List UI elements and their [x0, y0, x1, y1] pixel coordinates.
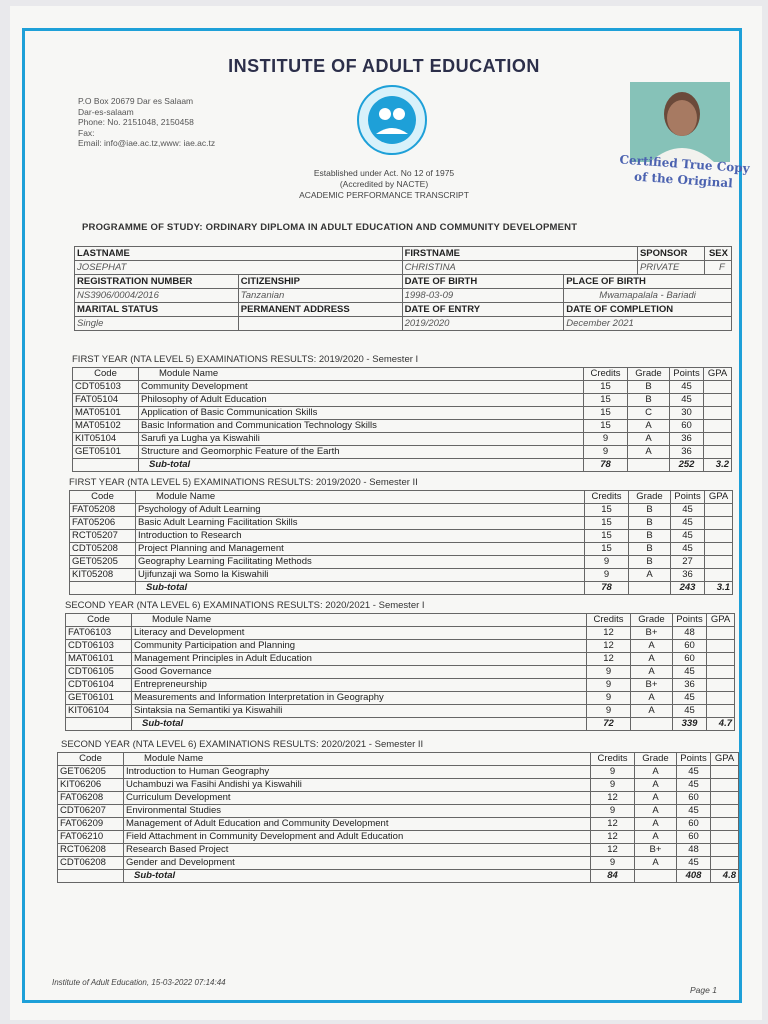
- lastname-value: JOSEPHAT: [75, 261, 403, 275]
- module-gpa: [711, 792, 739, 805]
- contact-line: Email: info@iae.ac.tz,www: iae.ac.tz: [78, 138, 216, 148]
- module-gpa: [707, 692, 735, 705]
- module-grade: A: [635, 818, 677, 831]
- module-credits: 15: [585, 543, 629, 556]
- module-credits: 9: [587, 679, 631, 692]
- table-row: [66, 705, 735, 718]
- module-name: Basic Adult Learning Facilitation Skills: [136, 517, 585, 530]
- module-credits: 9: [591, 766, 635, 779]
- dob-value: 1998-03-09: [402, 289, 564, 303]
- address-value: [238, 317, 402, 331]
- module-name: Management of Adult Education and Community Development: [124, 818, 591, 831]
- module-credits: 9: [591, 779, 635, 792]
- subtotal-grade: [628, 459, 670, 472]
- subtotal-blank: [73, 459, 139, 472]
- module-credits: 15: [584, 407, 628, 420]
- module-code: GET05101: [73, 446, 139, 459]
- subtotal-credits: 72: [587, 718, 631, 731]
- module-grade: B: [628, 394, 670, 407]
- module-header: Module Name: [124, 753, 591, 766]
- subtotal-label: Sub-total: [124, 870, 591, 883]
- subtotal-gpa: 4.7: [707, 718, 735, 731]
- module-gpa: [707, 640, 735, 653]
- module-credits: 12: [591, 818, 635, 831]
- table-row: [66, 692, 735, 705]
- module-grade: A: [631, 653, 673, 666]
- semester-title: SECOND YEAR (NTA LEVEL 6) EXAMINATIONS RESULTS: 2020/2021 - Semester II: [61, 739, 424, 750]
- module-name: Good Governance: [132, 666, 587, 679]
- results-table-y1-s1: [72, 367, 732, 472]
- table-header-row: [70, 491, 733, 504]
- module-name: Literacy and Development: [132, 627, 587, 640]
- module-name: Entrepreneurship: [132, 679, 587, 692]
- subtotal-credits: 78: [585, 582, 629, 595]
- module-gpa: [707, 679, 735, 692]
- module-points: 45: [671, 530, 705, 543]
- module-points: 30: [670, 407, 704, 420]
- gpa-header: GPA: [704, 368, 732, 381]
- table-row: [70, 504, 733, 517]
- module-credits: 15: [584, 381, 628, 394]
- semester-title: FIRST YEAR (NTA LEVEL 5) EXAMINATIONS RESULTS: 2019/2020 - Semester I: [72, 354, 419, 365]
- table-row: [58, 779, 739, 792]
- module-points: 45: [673, 692, 707, 705]
- module-gpa: [704, 420, 732, 433]
- module-points: 60: [677, 792, 711, 805]
- module-gpa: [711, 818, 739, 831]
- module-grade: A: [628, 420, 670, 433]
- stamp-line: Certified True Copy: [619, 152, 751, 176]
- entry-label: DATE OF ENTRY: [402, 303, 564, 317]
- module-credits: 15: [585, 504, 629, 517]
- module-code: RCT06208: [58, 844, 124, 857]
- module-grade: C: [628, 407, 670, 420]
- table-row: [73, 407, 732, 420]
- module-code: KIT05208: [70, 569, 136, 582]
- grade-header: Grade: [629, 491, 671, 504]
- accreditation: (Accredited by NACTE): [339, 179, 429, 189]
- module-points: 48: [677, 844, 711, 857]
- code-header: Code: [73, 368, 139, 381]
- module-grade: B: [629, 517, 671, 530]
- module-points: 45: [677, 766, 711, 779]
- module-gpa: [704, 381, 732, 394]
- points-header: Points: [677, 753, 711, 766]
- pob-label: PLACE OF BIRTH: [564, 275, 732, 289]
- table-row: [66, 679, 735, 692]
- module-name: Introduction to Research: [136, 530, 585, 543]
- grade-header: Grade: [628, 368, 670, 381]
- semester-title: SECOND YEAR (NTA LEVEL 6) EXAMINATIONS RESULTS: 2020/2021 - Semester I: [65, 600, 425, 611]
- module-code: FAT06210: [58, 831, 124, 844]
- subtotal-points: 252: [670, 459, 704, 472]
- subtotal-points: 408: [677, 870, 711, 883]
- module-points: 45: [677, 805, 711, 818]
- module-credits: 9: [587, 666, 631, 679]
- module-code: RCT05207: [70, 530, 136, 543]
- code-header: Code: [66, 614, 132, 627]
- module-points: 45: [677, 857, 711, 870]
- table-header-row: [73, 368, 732, 381]
- results-table-y1-s2: [69, 490, 733, 595]
- module-name: Uchambuzi wa Fasihi Andishi ya Kiswahili: [124, 779, 591, 792]
- module-points: 36: [673, 679, 707, 692]
- module-gpa: [704, 446, 732, 459]
- table-row: [58, 805, 739, 818]
- module-points: 45: [670, 381, 704, 394]
- module-grade: B+: [631, 627, 673, 640]
- module-code: GET05205: [70, 556, 136, 569]
- table-row: [58, 857, 739, 870]
- gpa-header: GPA: [705, 491, 733, 504]
- gpa-header: GPA: [711, 753, 739, 766]
- module-code: FAT06209: [58, 818, 124, 831]
- module-code: KIT05104: [73, 433, 139, 446]
- contact-line: Dar-es-salaam: [78, 106, 134, 117]
- sex-label: SEX: [708, 248, 728, 259]
- module-code: MAT06101: [66, 653, 132, 666]
- module-name: Introduction to Human Geography: [124, 766, 591, 779]
- module-grade: A: [635, 792, 677, 805]
- table-row: [58, 792, 739, 805]
- module-grade: B: [629, 504, 671, 517]
- pob-value: Mwamapalala - Bariadi: [564, 289, 732, 303]
- module-grade: B: [629, 543, 671, 556]
- module-gpa: [711, 844, 739, 857]
- address-label: PERMANENT ADDRESS: [238, 303, 402, 317]
- module-code: FAT05104: [73, 394, 139, 407]
- lastname-label: LASTNAME: [75, 247, 403, 261]
- subtotal-points: 339: [673, 718, 707, 731]
- subtotal-row: [58, 870, 739, 883]
- module-code: FAT06103: [66, 627, 132, 640]
- module-points: 60: [670, 420, 704, 433]
- module-grade: B: [628, 381, 670, 394]
- module-credits: 9: [585, 569, 629, 582]
- contact-block: [78, 96, 215, 149]
- module-name: Structure and Geomorphic Feature of the Earth: [139, 446, 584, 459]
- module-points: 45: [671, 504, 705, 517]
- table-row: [58, 844, 739, 857]
- marital-value: Single: [75, 317, 239, 331]
- table-row: [73, 446, 732, 459]
- module-header: Module Name: [139, 368, 584, 381]
- module-name: Field Attachment in Community Development and Adult Education: [124, 831, 591, 844]
- module-grade: B+: [631, 679, 673, 692]
- credits-header: Credits: [591, 753, 635, 766]
- table-row: [73, 381, 732, 394]
- module-header: Module Name: [132, 614, 587, 627]
- module-credits: 9: [584, 433, 628, 446]
- gpa-header: GPA: [707, 614, 735, 627]
- subtotal-blank: [70, 582, 136, 595]
- subtotal-grade: [629, 582, 671, 595]
- module-name: Application of Basic Communication Skills: [139, 407, 584, 420]
- module-grade: A: [629, 569, 671, 582]
- table-row: [70, 543, 733, 556]
- module-gpa: [704, 407, 732, 420]
- module-gpa: [705, 543, 733, 556]
- regno-label: REGISTRATION NUMBER: [75, 275, 239, 289]
- credits-header: Credits: [587, 614, 631, 627]
- stamp-line: of the Original: [633, 169, 734, 191]
- module-gpa: [705, 556, 733, 569]
- module-credits: 9: [591, 857, 635, 870]
- module-name: Ujifunzaji wa Somo la Kiswahili: [136, 569, 585, 582]
- completion-label: DATE OF COMPLETION: [564, 303, 732, 317]
- subtotal-gpa: 3.2: [704, 459, 732, 472]
- student-photo: [630, 82, 730, 162]
- module-grade: A: [635, 779, 677, 792]
- module-name: Psychology of Adult Learning: [136, 504, 585, 517]
- module-grade: A: [635, 805, 677, 818]
- module-credits: 12: [591, 844, 635, 857]
- module-code: CDT06207: [58, 805, 124, 818]
- generated-timestamp: Institute of Adult Education, 15-03-2022 07:14:44: [52, 978, 226, 987]
- module-code: KIT06206: [58, 779, 124, 792]
- module-code: FAT05206: [70, 517, 136, 530]
- portrait-icon: [630, 82, 730, 162]
- code-header: Code: [58, 753, 124, 766]
- module-name: Measurements and Information Interpretation in Geography: [132, 692, 587, 705]
- table-row: [66, 640, 735, 653]
- module-points: 60: [677, 818, 711, 831]
- module-grade: A: [635, 857, 677, 870]
- table-header-row: [58, 753, 739, 766]
- grade-header: Grade: [635, 753, 677, 766]
- module-points: 60: [677, 831, 711, 844]
- module-code: GET06205: [58, 766, 124, 779]
- sponsor-sex-value: [637, 261, 731, 275]
- dob-label: DATE OF BIRTH: [402, 275, 564, 289]
- module-gpa: [711, 831, 739, 844]
- table-row: [66, 666, 735, 679]
- module-name: Sintaksia na Semantiki ya Kiswahili: [132, 705, 587, 718]
- module-code: CDT06208: [58, 857, 124, 870]
- module-gpa: [711, 805, 739, 818]
- module-name: Basic Information and Communication Technology Skills: [139, 420, 584, 433]
- institute-logo-icon: [356, 84, 428, 156]
- sex-value: F: [718, 262, 725, 273]
- module-name: Sarufi ya Lugha ya Kiswahili: [139, 433, 584, 446]
- entry-value: 2019/2020: [402, 317, 564, 331]
- subtotal-label: Sub-total: [136, 582, 585, 595]
- sponsor-value: PRIVATE: [638, 261, 705, 274]
- subtotal-grade: [635, 870, 677, 883]
- points-header: Points: [670, 368, 704, 381]
- table-row: [73, 433, 732, 446]
- module-name: Community Participation and Planning: [132, 640, 587, 653]
- table-row: [58, 766, 739, 779]
- module-name: Environmental Studies: [124, 805, 591, 818]
- module-grade: A: [635, 831, 677, 844]
- table-row: [58, 831, 739, 844]
- contact-line: Fax:: [78, 127, 95, 138]
- subtotal-gpa: 3.1: [705, 582, 733, 595]
- module-credits: 12: [587, 653, 631, 666]
- subtotal-gpa: 4.8: [711, 870, 739, 883]
- module-name: Geography Learning Facilitating Methods: [136, 556, 585, 569]
- subtotal-row: [73, 459, 732, 472]
- module-name: Curriculum Development: [124, 792, 591, 805]
- table-row: [70, 556, 733, 569]
- module-grade: A: [628, 446, 670, 459]
- table-row: [66, 627, 735, 640]
- module-gpa: [705, 569, 733, 582]
- subtotal-credits: 78: [584, 459, 628, 472]
- module-code: GET06101: [66, 692, 132, 705]
- module-gpa: [707, 653, 735, 666]
- table-row: [66, 653, 735, 666]
- citizenship-label: CITIZENSHIP: [238, 275, 402, 289]
- module-code: FAT05208: [70, 504, 136, 517]
- grade-header: Grade: [631, 614, 673, 627]
- module-gpa: [704, 433, 732, 446]
- module-gpa: [711, 779, 739, 792]
- student-info-table: [74, 246, 732, 331]
- module-grade: B: [629, 530, 671, 543]
- points-header: Points: [673, 614, 707, 627]
- completion-value: December 2021: [564, 317, 732, 331]
- results-table-y2-s2: [57, 752, 739, 883]
- marital-label: MARITAL STATUS: [75, 303, 239, 317]
- module-grade: B+: [635, 844, 677, 857]
- table-row: [70, 517, 733, 530]
- firstname-value: CHRISTINA: [402, 261, 637, 275]
- module-gpa: [704, 394, 732, 407]
- module-credits: 9: [585, 556, 629, 569]
- subtotal-credits: 84: [591, 870, 635, 883]
- module-name: Community Development: [139, 381, 584, 394]
- module-points: 60: [673, 653, 707, 666]
- module-name: Management Principles in Adult Education: [132, 653, 587, 666]
- module-gpa: [707, 705, 735, 718]
- module-code: CDT05208: [70, 543, 136, 556]
- page-number: Page 1: [690, 985, 717, 995]
- contact-line: P.O Box 20679 Dar es Salaam: [78, 96, 194, 106]
- module-grade: B: [629, 556, 671, 569]
- sponsor-label-text: SPONSOR: [638, 247, 705, 260]
- module-code: CDT06105: [66, 666, 132, 679]
- module-points: 60: [673, 640, 707, 653]
- module-credits: 15: [584, 420, 628, 433]
- module-code: FAT06208: [58, 792, 124, 805]
- module-credits: 9: [587, 692, 631, 705]
- module-points: 36: [671, 569, 705, 582]
- credits-header: Credits: [585, 491, 629, 504]
- subtotal-label: Sub-total: [132, 718, 587, 731]
- module-credits: 12: [587, 627, 631, 640]
- module-credits: 15: [584, 394, 628, 407]
- module-points: 45: [677, 779, 711, 792]
- subtotal-blank: [66, 718, 132, 731]
- module-points: 36: [670, 433, 704, 446]
- module-gpa: [705, 530, 733, 543]
- contact-line: Phone: No. 2151048, 2150458: [78, 117, 194, 127]
- module-name: Project Planning and Management: [136, 543, 585, 556]
- module-grade: A: [631, 692, 673, 705]
- semester-title: FIRST YEAR (NTA LEVEL 5) EXAMINATIONS RESULTS: 2019/2020 - Semester II: [69, 477, 418, 488]
- table-header-row: [66, 614, 735, 627]
- module-gpa: [707, 666, 735, 679]
- module-name: Research Based Project: [124, 844, 591, 857]
- module-credits: 15: [585, 530, 629, 543]
- module-name: Philosophy of Adult Education: [139, 394, 584, 407]
- module-code: CDT06103: [66, 640, 132, 653]
- module-code: MAT05101: [73, 407, 139, 420]
- module-grade: A: [631, 666, 673, 679]
- subtotal-label: Sub-total: [139, 459, 584, 472]
- module-header: Module Name: [136, 491, 585, 504]
- table-row: [73, 394, 732, 407]
- module-credits: 12: [591, 831, 635, 844]
- module-credits: 9: [584, 446, 628, 459]
- module-code: MAT05102: [73, 420, 139, 433]
- module-code: CDT05103: [73, 381, 139, 394]
- module-name: Gender and Development: [124, 857, 591, 870]
- institute-title: INSTITUTE OF ADULT EDUCATION: [228, 56, 540, 76]
- module-points: 45: [673, 705, 707, 718]
- established-act: Established under Act. No 12 of 1975: [313, 168, 455, 178]
- module-grade: A: [631, 705, 673, 718]
- subtotal-row: [66, 718, 735, 731]
- table-row: [70, 569, 733, 582]
- sponsor-label: [637, 247, 731, 261]
- module-credits: 9: [587, 705, 631, 718]
- module-points: 45: [671, 543, 705, 556]
- programme-of-study: PROGRAMME OF STUDY: ORDINARY DIPLOMA IN ADULT EDUCATION AND COMMUNITY DEVELOPMENT: [82, 222, 578, 233]
- module-code: KIT06104: [66, 705, 132, 718]
- subtotal-row: [70, 582, 733, 595]
- firstname-label: FIRSTNAME: [402, 247, 637, 261]
- module-grade: A: [628, 433, 670, 446]
- module-points: 45: [670, 394, 704, 407]
- subtotal-blank: [58, 870, 124, 883]
- regno-value: NS3906/0004/2016: [75, 289, 239, 303]
- module-credits: 15: [585, 517, 629, 530]
- module-gpa: [711, 766, 739, 779]
- points-header: Points: [671, 491, 705, 504]
- table-row: [73, 420, 732, 433]
- module-points: 36: [670, 446, 704, 459]
- module-gpa: [705, 504, 733, 517]
- module-points: 45: [671, 517, 705, 530]
- module-points: 27: [671, 556, 705, 569]
- module-gpa: [707, 627, 735, 640]
- table-row: [58, 818, 739, 831]
- table-row: [70, 530, 733, 543]
- subtotal-grade: [631, 718, 673, 731]
- module-credits: 12: [587, 640, 631, 653]
- module-code: CDT06104: [66, 679, 132, 692]
- module-grade: A: [631, 640, 673, 653]
- module-credits: 9: [591, 805, 635, 818]
- results-table-y2-s1: [65, 613, 735, 731]
- code-header: Code: [70, 491, 136, 504]
- citizenship-value: Tanzanian: [238, 289, 402, 303]
- module-gpa: [711, 857, 739, 870]
- module-points: 45: [673, 666, 707, 679]
- module-gpa: [705, 517, 733, 530]
- document-type: ACADEMIC PERFORMANCE TRANSCRIPT: [299, 190, 469, 200]
- credits-header: Credits: [584, 368, 628, 381]
- module-credits: 12: [591, 792, 635, 805]
- subtotal-points: 243: [671, 582, 705, 595]
- module-grade: A: [635, 766, 677, 779]
- module-points: 48: [673, 627, 707, 640]
